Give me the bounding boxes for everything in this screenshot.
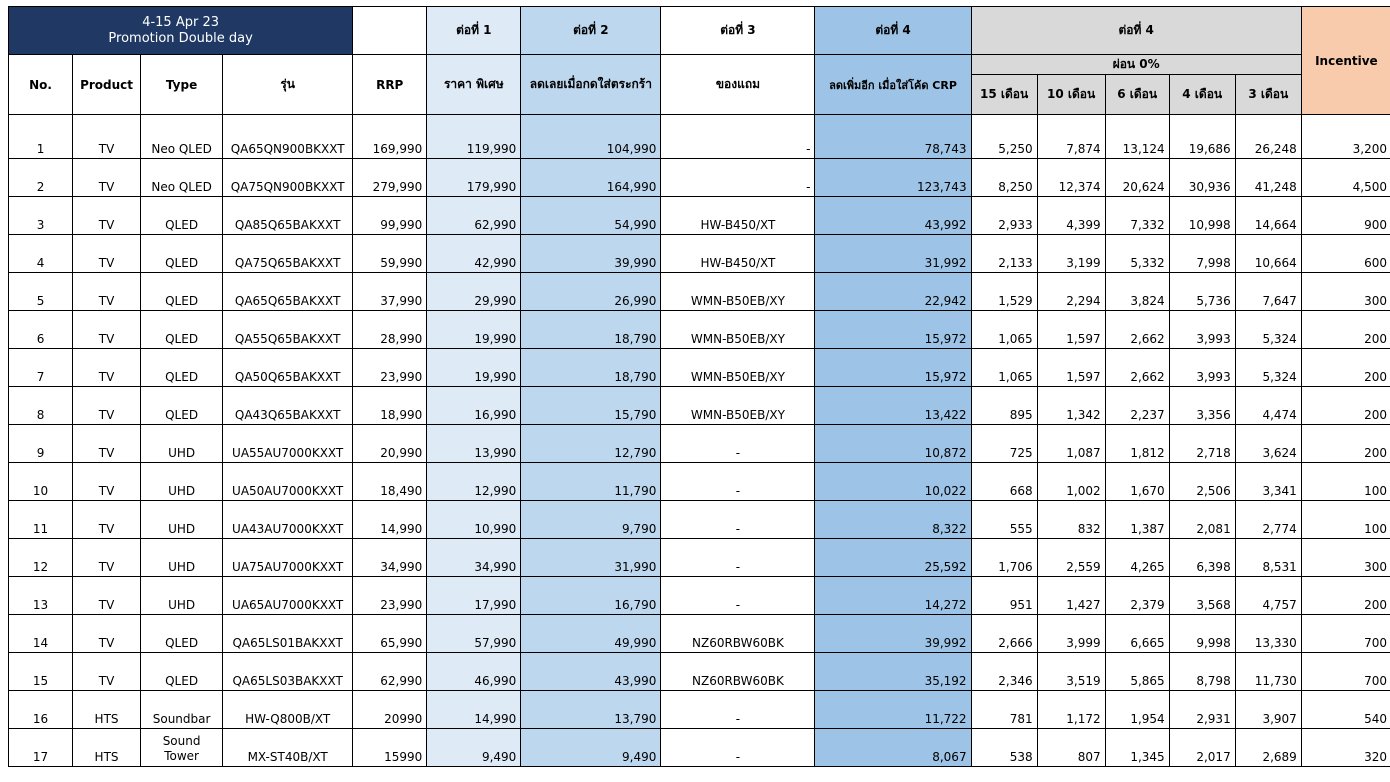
cell-type: QLED: [141, 387, 223, 425]
step4-installment-header: ต่อที่ 4: [971, 7, 1301, 55]
cell-model: UA55AU7000KXXT: [223, 425, 353, 463]
col-type: Type: [141, 55, 223, 115]
installment-group-header: ผ่อน 0%: [971, 55, 1301, 75]
cell-rrp: 23,990: [353, 577, 427, 615]
cell-model: MX-ST40B/XT: [223, 729, 353, 767]
cell-gift: -: [661, 425, 815, 463]
cell-no: 2: [9, 159, 73, 197]
cell-gift: -: [661, 577, 815, 615]
cell-p4: 10,872: [815, 425, 971, 463]
cell-p2: 49,990: [521, 615, 661, 653]
cell-m15: 2,933: [971, 197, 1037, 235]
cell-product: TV: [73, 463, 141, 501]
cell-m3: 5,324: [1235, 311, 1301, 349]
cell-m3: 3,907: [1235, 691, 1301, 729]
cell-m3: 5,324: [1235, 349, 1301, 387]
cell-model: QA65LS01BAKXXT: [223, 615, 353, 653]
col-15-months: 15 เดือน: [971, 75, 1037, 115]
cell-p2: 16,790: [521, 577, 661, 615]
col-product: Product: [73, 55, 141, 115]
cell-inc: 200: [1301, 577, 1390, 615]
cell-product: HTS: [73, 729, 141, 767]
cell-inc: 200: [1301, 349, 1390, 387]
cell-model: QA85Q65BAKXXT: [223, 197, 353, 235]
rrp-top-blank: [353, 7, 427, 55]
table-row: [9, 615, 1390, 653]
cell-p4: 25,592: [815, 539, 971, 577]
cell-p4: 11,722: [815, 691, 971, 729]
cell-p1: 19,990: [427, 349, 521, 387]
table-row: [9, 197, 1390, 235]
cell-product: TV: [73, 539, 141, 577]
cell-type: QLED: [141, 615, 223, 653]
cell-m15: 725: [971, 425, 1037, 463]
col-crp-discount: ลดเพิ่มอีก เมื่อใส่โค้ด CRP: [815, 55, 971, 115]
cell-product: TV: [73, 273, 141, 311]
cell-p2: 15,790: [521, 387, 661, 425]
cell-m15: 2,346: [971, 653, 1037, 691]
cell-m3: 2,689: [1235, 729, 1301, 767]
cell-m15: 668: [971, 463, 1037, 501]
cell-p4: 15,972: [815, 349, 971, 387]
cell-gift: WMN-B50EB/XY: [661, 349, 815, 387]
table-row: [9, 349, 1390, 387]
cell-m4: 3,993: [1169, 311, 1235, 349]
cell-m10: 1,597: [1037, 349, 1105, 387]
cell-type: QLED: [141, 273, 223, 311]
cell-model: UA50AU7000KXXT: [223, 463, 353, 501]
cell-rrp: 18,490: [353, 463, 427, 501]
cell-gift: -: [661, 691, 815, 729]
cell-no: 6: [9, 311, 73, 349]
cell-inc: 3,200: [1301, 115, 1390, 159]
table-row: [9, 539, 1390, 577]
cell-m3: 41,248: [1235, 159, 1301, 197]
cell-m15: 8,250: [971, 159, 1037, 197]
cell-p2: 164,990: [521, 159, 661, 197]
cell-p1: 179,990: [427, 159, 521, 197]
cell-no: 3: [9, 197, 73, 235]
cell-m3: 4,757: [1235, 577, 1301, 615]
cell-p1: 29,990: [427, 273, 521, 311]
cell-m15: 1,706: [971, 539, 1037, 577]
cell-p2: 18,790: [521, 349, 661, 387]
cell-m15: 538: [971, 729, 1037, 767]
cell-m15: 2,666: [971, 615, 1037, 653]
cell-gift: -: [661, 539, 815, 577]
cell-m6: 5,332: [1105, 235, 1169, 273]
cell-m4: 2,931: [1169, 691, 1235, 729]
col-rrp: RRP: [353, 55, 427, 115]
col-no: No.: [9, 55, 73, 115]
cell-p1: 9,490: [427, 729, 521, 767]
cell-m15: 895: [971, 387, 1037, 425]
cell-m10: 2,559: [1037, 539, 1105, 577]
col-gift: ของแถม: [661, 55, 815, 115]
cell-rrp: 59,990: [353, 235, 427, 273]
col-special-price: ราคา พิเศษ: [427, 55, 521, 115]
cell-inc: 200: [1301, 311, 1390, 349]
cell-no: 14: [9, 615, 73, 653]
step1-header: ต่อที่ 1: [427, 7, 521, 55]
cell-p4: 31,992: [815, 235, 971, 273]
cell-m4: 7,998: [1169, 235, 1235, 273]
cell-m4: 2,017: [1169, 729, 1235, 767]
cell-model: QA65LS03BAKXXT: [223, 653, 353, 691]
cell-m3: 3,624: [1235, 425, 1301, 463]
cell-rrp: 23,990: [353, 349, 427, 387]
cell-m10: 2,294: [1037, 273, 1105, 311]
cell-product: TV: [73, 387, 141, 425]
cell-product: TV: [73, 501, 141, 539]
cell-inc: 4,500: [1301, 159, 1390, 197]
cell-rrp: 14,990: [353, 501, 427, 539]
cell-type: QLED: [141, 653, 223, 691]
cell-p2: 18,790: [521, 311, 661, 349]
cell-inc: 600: [1301, 235, 1390, 273]
cell-p4: 8,067: [815, 729, 971, 767]
cell-gift: -: [661, 729, 815, 767]
cell-rrp: 18,990: [353, 387, 427, 425]
cell-p2: 43,990: [521, 653, 661, 691]
cell-m15: 951: [971, 577, 1037, 615]
cell-m4: 8,798: [1169, 653, 1235, 691]
table-row: [9, 463, 1390, 501]
cell-m6: 1,812: [1105, 425, 1169, 463]
step3-header: ต่อที่ 3: [661, 7, 815, 55]
cell-rrp: 99,990: [353, 197, 427, 235]
cell-m3: 2,774: [1235, 501, 1301, 539]
cell-type: UHD: [141, 577, 223, 615]
cell-rrp: 169,990: [353, 115, 427, 159]
cell-p2: 54,990: [521, 197, 661, 235]
cell-m10: 1,002: [1037, 463, 1105, 501]
cell-p1: 19,990: [427, 311, 521, 349]
col-4-months: 4 เดือน: [1169, 75, 1235, 115]
col-6-months: 6 เดือน: [1105, 75, 1169, 115]
cell-gift: -: [661, 463, 815, 501]
promo-header: [9, 7, 353, 55]
cell-model: QA55Q65BAKXXT: [223, 311, 353, 349]
cell-inc: 540: [1301, 691, 1390, 729]
cell-model: UA65AU7000KXXT: [223, 577, 353, 615]
cell-m15: 5,250: [971, 115, 1037, 159]
cell-rrp: 62,990: [353, 653, 427, 691]
cell-product: TV: [73, 615, 141, 653]
cell-m10: 1,342: [1037, 387, 1105, 425]
cell-rrp: 20990: [353, 691, 427, 729]
cell-p2: 104,990: [521, 115, 661, 159]
cell-gift: WMN-B50EB/XY: [661, 387, 815, 425]
table-row: [9, 653, 1390, 691]
cell-type: UHD: [141, 501, 223, 539]
cell-p1: 119,990: [427, 115, 521, 159]
cell-p1: 16,990: [427, 387, 521, 425]
cell-m3: 4,474: [1235, 387, 1301, 425]
cell-p4: 39,992: [815, 615, 971, 653]
cell-model: QA75QN900BKXXT: [223, 159, 353, 197]
cell-m6: 2,662: [1105, 311, 1169, 349]
cell-m4: 10,998: [1169, 197, 1235, 235]
cell-type: Neo QLED: [141, 159, 223, 197]
cell-product: TV: [73, 577, 141, 615]
cell-gift: -: [661, 115, 815, 159]
cell-m6: 1,670: [1105, 463, 1169, 501]
cell-m4: 2,718: [1169, 425, 1235, 463]
cell-no: 7: [9, 349, 73, 387]
cell-m10: 1,087: [1037, 425, 1105, 463]
cell-product: TV: [73, 115, 141, 159]
cell-m4: 3,993: [1169, 349, 1235, 387]
cell-no: 17: [9, 729, 73, 767]
cell-m15: 2,133: [971, 235, 1037, 273]
cell-no: 5: [9, 273, 73, 311]
cell-m3: 11,730: [1235, 653, 1301, 691]
col-cart-discount: ลดเลยเมื่อกดใส่ตระกร้า: [521, 55, 661, 115]
cell-inc: 200: [1301, 425, 1390, 463]
cell-m3: 8,531: [1235, 539, 1301, 577]
table-row: [9, 311, 1390, 349]
cell-p1: 57,990: [427, 615, 521, 653]
cell-m6: 3,824: [1105, 273, 1169, 311]
cell-m3: 26,248: [1235, 115, 1301, 159]
cell-m3: 14,664: [1235, 197, 1301, 235]
cell-p2: 9,490: [521, 729, 661, 767]
cell-m10: 832: [1037, 501, 1105, 539]
cell-type: UHD: [141, 425, 223, 463]
cell-no: 1: [9, 115, 73, 159]
cell-gift: -: [661, 159, 815, 197]
cell-p2: 11,790: [521, 463, 661, 501]
cell-p4: 14,272: [815, 577, 971, 615]
cell-p4: 78,743: [815, 115, 971, 159]
cell-m10: 1,427: [1037, 577, 1105, 615]
cell-m4: 19,686: [1169, 115, 1235, 159]
cell-type: Sound Tower: [141, 729, 223, 767]
cell-inc: 300: [1301, 539, 1390, 577]
cell-p4: 22,942: [815, 273, 971, 311]
cell-p1: 14,990: [427, 691, 521, 729]
cell-m6: 13,124: [1105, 115, 1169, 159]
cell-p4: 15,972: [815, 311, 971, 349]
cell-inc: 900: [1301, 197, 1390, 235]
cell-m6: 5,865: [1105, 653, 1169, 691]
cell-m3: 10,664: [1235, 235, 1301, 273]
cell-m4: 6,398: [1169, 539, 1235, 577]
cell-no: 16: [9, 691, 73, 729]
cell-m15: 555: [971, 501, 1037, 539]
cell-m10: 3,519: [1037, 653, 1105, 691]
cell-gift: WMN-B50EB/XY: [661, 273, 815, 311]
cell-m10: 1,172: [1037, 691, 1105, 729]
promotion-price-table: [8, 6, 1390, 767]
cell-model: QA43Q65BAKXXT: [223, 387, 353, 425]
cell-m4: 9,998: [1169, 615, 1235, 653]
cell-m4: 2,506: [1169, 463, 1235, 501]
cell-no: 13: [9, 577, 73, 615]
cell-inc: 100: [1301, 463, 1390, 501]
cell-no: 8: [9, 387, 73, 425]
cell-model: UA75AU7000KXXT: [223, 539, 353, 577]
cell-p1: 17,990: [427, 577, 521, 615]
cell-m6: 1,345: [1105, 729, 1169, 767]
table-row: [9, 577, 1390, 615]
promo-name: Promotion Double day: [13, 31, 348, 47]
cell-p4: 123,743: [815, 159, 971, 197]
cell-product: TV: [73, 235, 141, 273]
incentive-header: Incentive: [1301, 7, 1390, 115]
cell-no: 10: [9, 463, 73, 501]
cell-m10: 12,374: [1037, 159, 1105, 197]
cell-model: QA65QN900BKXXT: [223, 115, 353, 159]
cell-model: QA75Q65BAKXXT: [223, 235, 353, 273]
cell-p1: 62,990: [427, 197, 521, 235]
cell-p1: 34,990: [427, 539, 521, 577]
cell-gift: NZ60RBW60BK: [661, 653, 815, 691]
cell-model: QA50Q65BAKXXT: [223, 349, 353, 387]
cell-p2: 12,790: [521, 425, 661, 463]
cell-no: 15: [9, 653, 73, 691]
cell-model: HW-Q800B/XT: [223, 691, 353, 729]
col-3-months: 3 เดือน: [1235, 75, 1301, 115]
col-model: รุ่น: [223, 55, 353, 115]
cell-m15: 1,065: [971, 349, 1037, 387]
cell-product: HTS: [73, 691, 141, 729]
cell-m15: 1,529: [971, 273, 1037, 311]
cell-rrp: 34,990: [353, 539, 427, 577]
cell-rrp: 279,990: [353, 159, 427, 197]
cell-type: UHD: [141, 463, 223, 501]
cell-p1: 12,990: [427, 463, 521, 501]
cell-p4: 8,322: [815, 501, 971, 539]
cell-no: 11: [9, 501, 73, 539]
cell-gift: NZ60RBW60BK: [661, 615, 815, 653]
table-row: [9, 235, 1390, 273]
cell-rrp: 20,990: [353, 425, 427, 463]
cell-m6: 1,387: [1105, 501, 1169, 539]
cell-m6: 7,332: [1105, 197, 1169, 235]
cell-m15: 781: [971, 691, 1037, 729]
cell-m4: 3,568: [1169, 577, 1235, 615]
cell-p2: 9,790: [521, 501, 661, 539]
table-row: [9, 691, 1390, 729]
cell-product: TV: [73, 425, 141, 463]
cell-m6: 2,379: [1105, 577, 1169, 615]
cell-p1: 42,990: [427, 235, 521, 273]
table-row: [9, 159, 1390, 197]
table-row: [9, 501, 1390, 539]
cell-p2: 26,990: [521, 273, 661, 311]
cell-m10: 3,199: [1037, 235, 1105, 273]
table-row: [9, 273, 1390, 311]
cell-m3: 7,647: [1235, 273, 1301, 311]
cell-type: QLED: [141, 311, 223, 349]
step2-header: ต่อที่ 2: [521, 7, 661, 55]
cell-m4: 30,936: [1169, 159, 1235, 197]
cell-gift: HW-B450/XT: [661, 235, 815, 273]
table-row: [9, 729, 1390, 767]
table-row: [9, 115, 1390, 159]
table-row: [9, 425, 1390, 463]
cell-m4: 2,081: [1169, 501, 1235, 539]
cell-m4: 3,356: [1169, 387, 1235, 425]
cell-no: 4: [9, 235, 73, 273]
cell-p2: 39,990: [521, 235, 661, 273]
promo-date: 4-15 Apr 23: [13, 15, 348, 31]
cell-m6: 20,624: [1105, 159, 1169, 197]
cell-rrp: 65,990: [353, 615, 427, 653]
table-body: [9, 115, 1390, 767]
cell-rrp: 28,990: [353, 311, 427, 349]
cell-m4: 5,736: [1169, 273, 1235, 311]
cell-type: UHD: [141, 539, 223, 577]
cell-model: UA43AU7000KXXT: [223, 501, 353, 539]
cell-p2: 31,990: [521, 539, 661, 577]
cell-type: QLED: [141, 235, 223, 273]
cell-p4: 13,422: [815, 387, 971, 425]
cell-p1: 13,990: [427, 425, 521, 463]
cell-m10: 4,399: [1037, 197, 1105, 235]
cell-rrp: 15990: [353, 729, 427, 767]
cell-p4: 10,022: [815, 463, 971, 501]
cell-m10: 3,999: [1037, 615, 1105, 653]
cell-product: TV: [73, 311, 141, 349]
cell-p4: 35,192: [815, 653, 971, 691]
cell-m15: 1,065: [971, 311, 1037, 349]
cell-p2: 13,790: [521, 691, 661, 729]
cell-gift: -: [661, 501, 815, 539]
cell-inc: 100: [1301, 501, 1390, 539]
cell-m10: 7,874: [1037, 115, 1105, 159]
cell-rrp: 37,990: [353, 273, 427, 311]
cell-m6: 2,237: [1105, 387, 1169, 425]
table-row: [9, 387, 1390, 425]
cell-m3: 13,330: [1235, 615, 1301, 653]
cell-product: TV: [73, 349, 141, 387]
cell-p1: 46,990: [427, 653, 521, 691]
cell-m6: 2,662: [1105, 349, 1169, 387]
cell-product: TV: [73, 197, 141, 235]
cell-gift: HW-B450/XT: [661, 197, 815, 235]
cell-no: 9: [9, 425, 73, 463]
step4-header: ต่อที่ 4: [815, 7, 971, 55]
cell-m10: 1,597: [1037, 311, 1105, 349]
cell-inc: 320: [1301, 729, 1390, 767]
cell-inc: 300: [1301, 273, 1390, 311]
cell-m3: 3,341: [1235, 463, 1301, 501]
col-10-months: 10 เดือน: [1037, 75, 1105, 115]
cell-inc: 700: [1301, 615, 1390, 653]
cell-product: TV: [73, 653, 141, 691]
cell-p1: 10,990: [427, 501, 521, 539]
cell-type: QLED: [141, 197, 223, 235]
cell-m6: 1,954: [1105, 691, 1169, 729]
cell-type: Neo QLED: [141, 115, 223, 159]
cell-no: 12: [9, 539, 73, 577]
cell-model: QA65Q65BAKXXT: [223, 273, 353, 311]
cell-m6: 4,265: [1105, 539, 1169, 577]
cell-p4: 43,992: [815, 197, 971, 235]
cell-type: QLED: [141, 349, 223, 387]
cell-m6: 6,665: [1105, 615, 1169, 653]
cell-gift: WMN-B50EB/XY: [661, 311, 815, 349]
cell-m10: 807: [1037, 729, 1105, 767]
cell-inc: 700: [1301, 653, 1390, 691]
cell-product: TV: [73, 159, 141, 197]
cell-inc: 200: [1301, 387, 1390, 425]
cell-type: Soundbar: [141, 691, 223, 729]
